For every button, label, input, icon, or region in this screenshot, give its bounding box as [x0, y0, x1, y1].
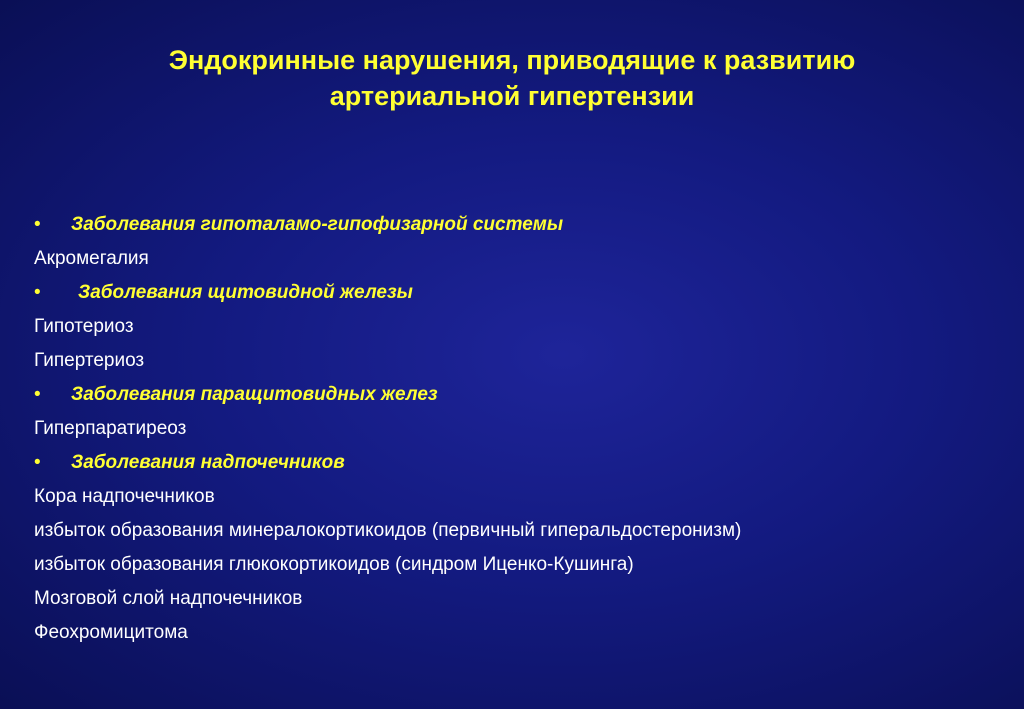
category-heading [34, 446, 994, 480]
list-item: Гиперпаратиреоз [34, 418, 187, 439]
category-heading-text: Заболевания гипоталамо-гипофизарной системы [71, 214, 564, 235]
list-item: избыток образования минералокортикоидов (первичный гиперальдостеронизм) [34, 520, 742, 541]
category-heading-text: Заболевания щитовидной железы [78, 282, 413, 303]
category-heading [34, 276, 994, 310]
bullet-icon: • [34, 384, 41, 405]
list-item: Гипотериоз [34, 316, 134, 337]
bullet-icon: • [34, 282, 41, 303]
content-list [34, 208, 994, 650]
bullet-icon: • [34, 214, 41, 235]
category-heading [34, 378, 994, 412]
slide-title-line-2: артериальной гипертензии [329, 81, 695, 111]
category-heading-text: Заболевания надпочечников [71, 452, 345, 473]
list-item: Кора надпочечников [34, 486, 215, 507]
list-item: избыток образования глюкокортикоидов (синдром Иценко-Кушинга) [34, 554, 634, 575]
slide-title-line-1: Эндокринные нарушения, приводящие к развитию [168, 45, 856, 75]
list-item: Акромегалия [34, 248, 149, 269]
list-item: Мозговой слой надпочечников [34, 588, 303, 609]
bullet-icon: • [34, 452, 41, 473]
category-heading [34, 208, 994, 242]
list-item: Гипертериоз [34, 350, 145, 371]
slide-title [0, 42, 1024, 114]
list-item: Феохромицитома [34, 622, 188, 643]
category-heading-text: Заболевания паращитовидных желез [71, 384, 438, 405]
